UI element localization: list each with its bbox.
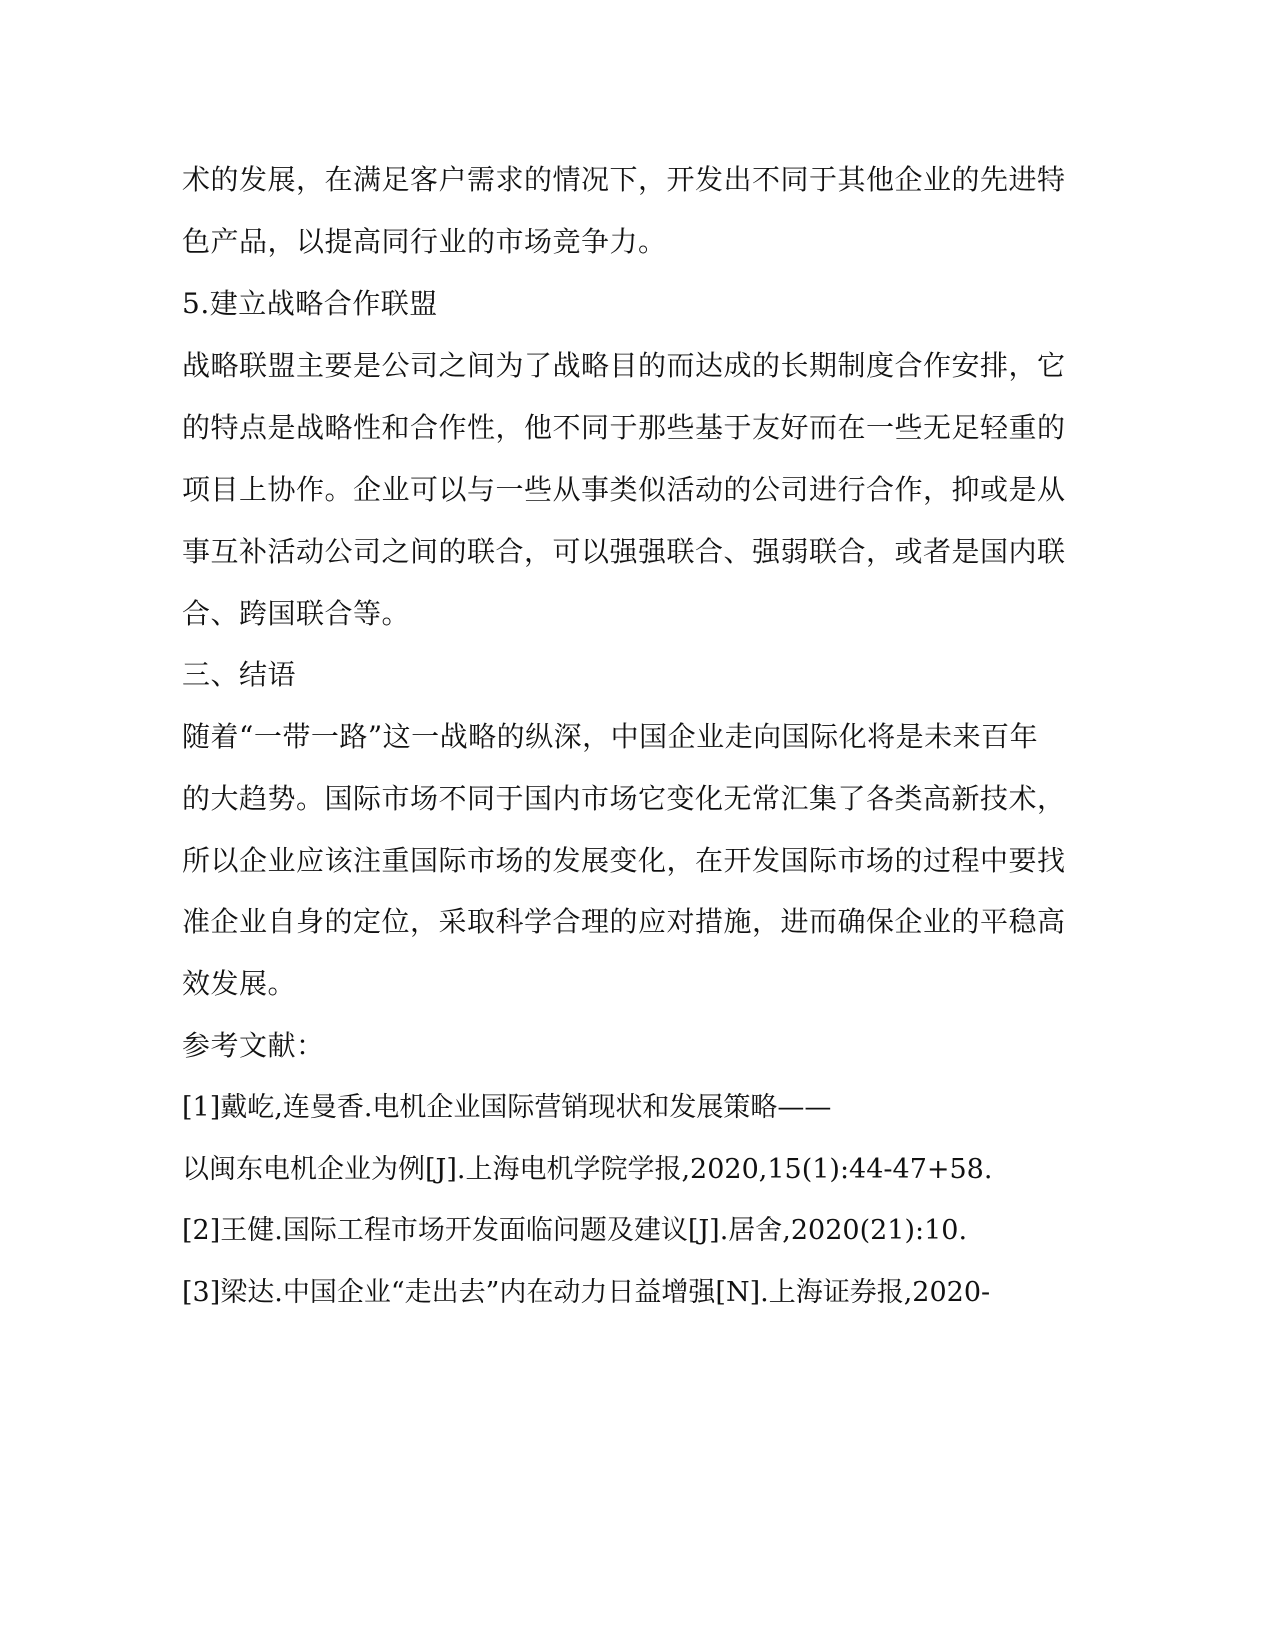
paragraph-line: 战略联盟主要是公司之间为了战略目的而达成的长期制度合作安排，它 [182,349,1066,382]
paragraph-line: 的大趋势。国际市场不同于国内市场它变化无常汇集了各类高新技术， [182,782,1066,815]
section-heading: 三、结语 [182,658,297,691]
paragraph-line: 所以企业应该注重国际市场的发展变化，在开发国际市场的过程中要找 [182,844,1066,877]
paragraph-line: 的特点是战略性和合作性，他不同于那些基于友好而在一些无足轻重的 [182,411,1066,444]
paragraph-line: 效发展。 [182,967,297,1000]
paragraph-line: 色产品，以提高同行业的市场竞争力。 [182,225,667,258]
reference-item: 以闽东电机企业为例[J].上海电机学院学报,2020,15(1):44-47+58. [182,1154,993,1185]
references-heading: 参考文献： [182,1029,325,1062]
paragraph-line: 术的发展，在满足客户需求的情况下，开发出不同于其他企业的先进特 [182,163,1066,196]
paragraph-line: 事互补活动公司之间的联合，可以强强联合、强弱联合，或者是国内联 [182,535,1066,568]
paragraph-line: 合、跨国联合等。 [182,597,411,630]
reference-item: [2]王健.国际工程市场开发面临问题及建议[J].居舍,2020(21):10. [182,1215,968,1246]
paragraph-line: 准企业自身的定位，采取科学合理的应对措施，进而确保企业的平稳高 [182,905,1066,938]
reference-item: [1]戴屹,连曼香.电机企业国际营销现状和发展策略—— [182,1092,832,1123]
section-heading: 5.建立战略合作联盟 [182,287,438,320]
paragraph-line: 项目上协作。企业可以与一些从事类似活动的公司进行合作，抑或是从 [182,473,1066,506]
paragraph-line: 随着“一带一路”这一战略的纵深，中国企业走向国际化将是未来百年 [182,720,1039,753]
reference-item: [3]梁达.中国企业“走出去”内在动力日益增强[N].上海证券报,2020- [182,1277,991,1308]
